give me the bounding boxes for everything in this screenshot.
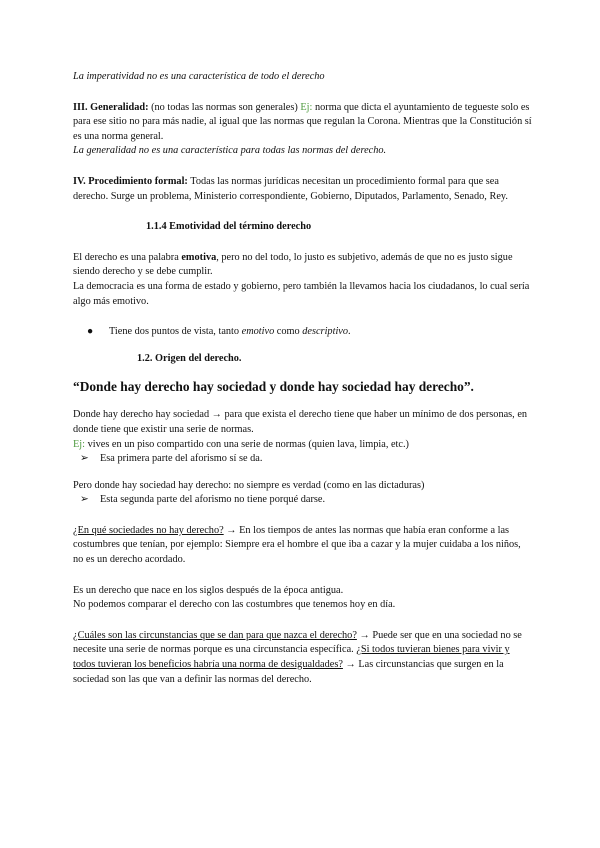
arrow-text-primera: Esa primera parte del aforismo sí se da. [100,453,263,465]
section-heading-emotividad: 1.1.4 Emotividad del término derecho [146,221,312,233]
dictaduras-paragraph: Pero donde hay sociedad hay derecho: no siempre es verdad (como en las dictaduras) [73,479,425,491]
procedimiento-text: Todas las normas jurídicas necesitan un procedimiento formal para que sea derecho. Surge un problema, Ministerio correspondiente, Gobierno, Diputados, Parlamento, Senado, Rey. [73,175,508,202]
sociedades-text: → En los tiempos de antes las normas que había eran conforme a las costumbres que tenían, por ejemplo: Siempre era el hombre el que iba a cazar y la mujer cuidaba a los niños, no es un derecho acordado. [73,524,521,566]
emotiva-text-b: , pero no del todo, lo justo es subjetivo, además de que no es justo sigue siendo derecho y se debe cumplir. [73,251,513,278]
ej-label: Ej: [73,438,86,450]
sociedades-question: ¿En qué sociedades no hay derecho? [73,524,224,536]
arrow-icon: ➢ [80,494,89,506]
emotiva-paragraph [73,251,533,280]
bullet-icon: ● [87,326,94,338]
bullet-em-descriptivo: descriptivo [302,326,349,338]
democracia-paragraph: La democracia es una forma de estado y gobierno, pero también la llevamos hacia los ciudadanos, lo cual sería algo más emotivo. [73,280,530,307]
circunstancias-text-b: → Las circunstancias que surgen en la sociedad son las que van a definir las normas del derecho. [73,659,504,685]
generalidad-paragraph [73,101,533,145]
bullet-text-a: Tiene dos puntos de vista, tanto [109,326,242,338]
bullet-em-emotivo: emotivo [241,326,275,338]
circunstancias-question-b: ¿Si todos tuvieran bienes para vivir y todos tuvieran los beneficios habría una norma de desigualdades? [73,644,510,671]
emotiva-text-a: El derecho es una palabra [73,251,182,263]
procedimiento-paragraph [73,175,533,204]
generalidad-text-a: (no todas las normas son generales) [148,101,301,113]
section-heading-origen: 1.2. Origen del derecho. [137,352,242,364]
imperatividad-note: La imperatividad no es una característica de todo el derecho [73,71,325,82]
ej-piso-paragraph [73,438,533,453]
ej-piso-text: vives en un piso compartido con una serie de normas (quien lava, limpia, etc.) [85,438,409,450]
bullet-text-c: . [348,326,351,338]
aforismo-quote: “Donde hay derecho hay sociedad y donde hay sociedad hay derecho”. [73,379,474,395]
emotiva-bold: emotiva [181,251,217,263]
arrow-item-segunda [73,493,533,508]
siglos-paragraph: Es un derecho que nace en los siglos después de la época antigua. [73,584,344,596]
document-body [73,70,533,687]
generalidad-text-b: norma que dicta el ayuntamiento de tegueste solo es para ese sitio no para más nadie, al igual que las normas que regulan la Corona. Mientras que la Constitución sí es una norma general. [73,101,532,142]
circunstancias-paragraph [73,629,533,687]
sociedades-paragraph [73,524,533,568]
bullet-text-b: como [274,326,303,338]
bullet-item [73,325,533,340]
costumbres-paragraph: No podemos comparar el derecho con las costumbres que tenemos hoy en día. [73,599,396,611]
procedimiento-label: IV. Procedimiento formal: [73,175,188,187]
generalidad-note: La generalidad no es una característica para todas las normas del derecho. [73,145,387,157]
circunstancias-question-a: ¿Cuáles son las circunstancias que se dan para que nazca el derecho? [73,629,357,641]
generalidad-label: III. Generalidad: [73,101,149,113]
arrow-icon: ➢ [80,453,89,465]
sociedad-paragraph: Donde hay derecho hay sociedad → para que exista el derecho tiene que haber un mínimo de dos personas, en donde tiene que existir una serie de normas. [73,409,528,435]
arrow-text-segunda: Esta segunda parte del aforismo no tiene porqué darse. [100,494,326,506]
ej-label: Ej: [300,101,313,113]
arrow-item-primera [73,452,533,467]
circunstancias-text-a: → Puede ser que en una sociedad no se necesite una serie de normas porque es una circunstancia específica. [73,629,522,656]
